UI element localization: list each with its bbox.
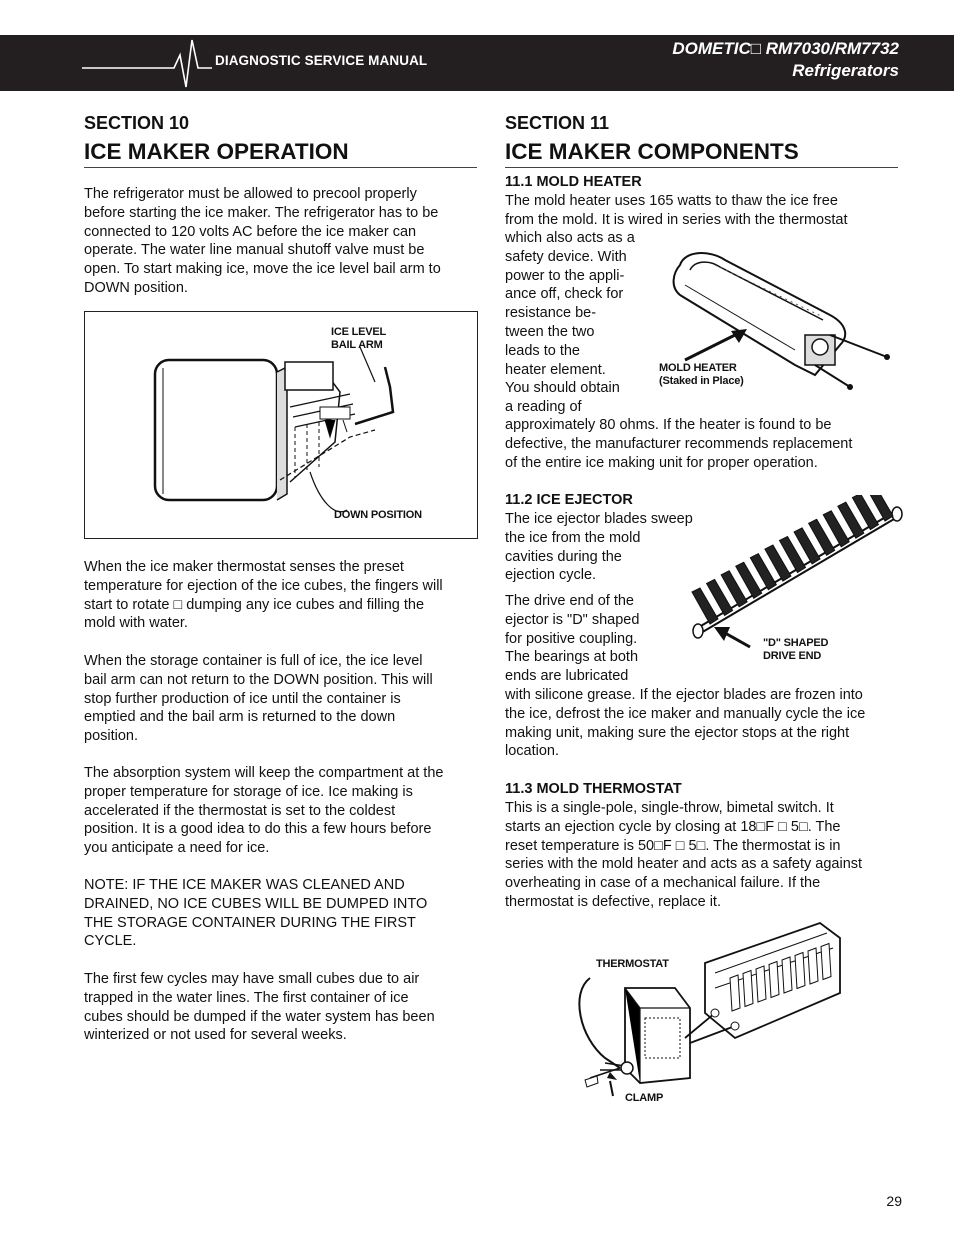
text-line: a reading of: [505, 399, 582, 416]
tray-cavity: [795, 953, 805, 989]
text-line: mold with water.: [84, 615, 188, 632]
text-line: proper temperature for storage of ice. Ice making is: [84, 783, 413, 800]
text-line: THE STORAGE CONTAINER DURING THE FIRST: [84, 914, 416, 931]
ice-ejector-heading: 11.2 ICE EJECTOR: [505, 492, 633, 508]
text-line: The absorption system will keep the compartment at the: [84, 765, 444, 781]
text-line: ejection cycle.: [505, 567, 597, 584]
text-line: before starting the ice maker. The refrigerator has to be: [84, 204, 439, 221]
section-10-title: ICE MAKER OPERATION: [84, 139, 349, 164]
tray-cavity: [808, 948, 818, 984]
mold-heater-text-narrow: [505, 229, 635, 417]
bail-arm-label: [331, 326, 386, 351]
text-line: You should obtain: [505, 380, 620, 397]
text-line: the ice, defrost the ice maker and manually cycle the ice: [505, 705, 866, 722]
label-line: (Staked in Place): [659, 374, 744, 387]
text-line: DRAINED, NO ICE CUBES WILL BE DUMPED INTO: [84, 895, 428, 912]
brand-model: DOMETIC□ RM7030/RM7732: [672, 39, 899, 58]
ice-level-bail-arm-figure: [84, 311, 478, 539]
down-position-label: DOWN POSITION: [334, 509, 422, 521]
text-line: This is a single-pole, single-throw, bimetal switch. It: [505, 800, 834, 816]
text-line: bail arm can not return to the DOWN position. This will: [84, 671, 433, 688]
text-line: The ice ejector blades sweep: [505, 511, 693, 527]
text-line: from the mold. It is wired in series with the thermostat: [505, 211, 848, 228]
section-10-label: SECTION 10: [84, 113, 190, 133]
note-paragraph: [84, 876, 427, 951]
text-line: cavities during the: [505, 548, 622, 565]
text-line: thermostat is defective, replace it.: [505, 893, 721, 910]
text-line: you anticipate a need for ice.: [84, 840, 270, 857]
text-line: ends are lubricated: [505, 668, 629, 685]
text-line: open. To start making ice, move the ice level bail arm to: [84, 261, 441, 278]
page-number: 29: [886, 1193, 902, 1209]
label-line: "D" SHAPED: [763, 637, 829, 649]
text-line: the ice from the mold: [505, 529, 641, 546]
mold-thermostat-illustration: [565, 918, 855, 1108]
ejector-blades: [692, 495, 893, 624]
text-line: temperature for ejection of the ice cubes, the fingers will: [84, 577, 443, 594]
text-line: which also acts as a: [505, 230, 635, 246]
label-line: DRIVE END: [763, 649, 822, 662]
mold-heater-caption: [659, 362, 744, 387]
text-line: tween the two: [505, 323, 595, 340]
text-line: approximately 80 ohms. If the heater is found to be: [505, 417, 832, 433]
tray-cavity: [821, 944, 831, 980]
text-line: for positive coupling.: [505, 630, 638, 647]
text-line: position.: [84, 728, 139, 745]
mold-heater-heading: 11.1 MOLD HEATER: [505, 174, 642, 190]
tray-cavity: [756, 966, 766, 1002]
brand-title: [672, 38, 899, 82]
clamp-label: CLAMP: [625, 1092, 664, 1104]
text-line: power to the appli-: [505, 267, 625, 284]
tray-cavity: [769, 962, 779, 998]
mold-heater-text-top: [505, 192, 848, 230]
section-11-rule: [505, 167, 898, 168]
text-line: series with the mold heater and acts as a safety against: [505, 856, 863, 873]
text-line: The drive end of the: [505, 593, 634, 609]
text-line: starts an ejection cycle by closing at 18□F □ 5□. The: [505, 818, 841, 835]
text-line: The mold heater uses 165 watts to thaw the ice free: [505, 193, 838, 209]
drive-end-caption: [763, 637, 828, 662]
text-line: of the entire ice making unit for proper operation.: [505, 454, 818, 471]
thermostat-label: THERMOSTAT: [596, 958, 669, 970]
text-line: trapped in the water lines. The first container of ice: [84, 989, 409, 1006]
text-line: ance off, check for: [505, 286, 624, 303]
text-line: ejector is "D" shaped: [505, 611, 640, 628]
text-line: stop further production of ice until the container is: [84, 690, 401, 707]
text-line: reset temperature is 50□F □ 5□. The thermostat is in: [505, 837, 841, 854]
ice-ejector-text-b: [505, 592, 639, 686]
thermostat-paragraph: [84, 558, 443, 633]
text-line: DOWN position.: [84, 279, 188, 296]
text-line: leads to the: [505, 342, 580, 359]
text-line: making unit, making sure the ejector stops at the right: [505, 724, 850, 741]
text-line: with silicone grease. If the ejector blades are frozen into: [505, 687, 863, 703]
ice-ejector-text-wide: [505, 686, 865, 761]
label-line: MOLD HEATER: [659, 362, 737, 374]
section-10-rule: [84, 167, 477, 168]
section-11-label: SECTION 11: [505, 113, 610, 133]
text-line: location.: [505, 743, 560, 760]
tray-cavity: [782, 957, 792, 993]
text-line: The first few cycles may have small cubes due to air: [84, 971, 420, 987]
text-line: NOTE: IF THE ICE MAKER WAS CLEANED AND: [84, 877, 405, 893]
section-11-title: ICE MAKER COMPONENTS: [505, 139, 799, 164]
text-line: The refrigerator must be allowed to precool properly: [84, 186, 417, 202]
label-line: BAIL ARM: [331, 338, 383, 351]
text-line: operate. The water line manual shutoff valve must be: [84, 242, 425, 259]
text-line: emptied and the bail arm is returned to the down: [84, 709, 396, 726]
text-line: resistance be-: [505, 305, 597, 322]
mold-thermostat-text: [505, 799, 862, 912]
brand-subtitle: Refrigerators: [792, 61, 899, 80]
mold-heater-text-bottom: [505, 416, 852, 472]
text-line: safety device. With: [505, 248, 627, 265]
text-line: The bearings at both: [505, 649, 639, 666]
mold-thermostat-heading: 11.3 MOLD THERMOSTAT: [505, 781, 682, 797]
tray-cavity: [743, 971, 753, 1007]
storage-paragraph: [84, 652, 433, 746]
absorption-paragraph: [84, 764, 443, 858]
text-line: accelerated if the thermostat is set to the coldest: [84, 802, 396, 819]
text-line: CYCLE.: [84, 933, 137, 950]
text-line: start to rotate □ dumping any ice cubes and filling the: [84, 596, 425, 613]
tray-cavity: [730, 975, 740, 1011]
text-line: connected to 120 volts AC before the ice maker can: [84, 223, 417, 240]
text-line: position. It is a good idea to do this a few hours before: [84, 821, 432, 838]
text-line: When the ice maker thermostat senses the preset: [84, 559, 404, 575]
waveform-logo-icon: [82, 35, 222, 91]
header-bar: [0, 35, 954, 91]
text-line: overheating in case of a mechanical failure. If the: [505, 875, 821, 892]
ice-maker-illustration: [85, 312, 477, 538]
ice-ejector-text-a: [505, 510, 693, 585]
manual-title: DIAGNOSTIC SERVICE MANUAL: [215, 53, 428, 68]
text-line: cubes should be dumped if the water system has been: [84, 1008, 435, 1025]
intro-paragraph: [84, 185, 441, 298]
text-line: When the storage container is full of ice, the ice level: [84, 653, 423, 669]
text-line: heater element.: [505, 361, 606, 378]
text-line: winterized or not used for several weeks.: [84, 1027, 347, 1044]
label-line: ICE LEVEL: [331, 326, 387, 338]
text-line: defective, the manufacturer recommends replacement: [505, 435, 853, 452]
first-cycles-paragraph: [84, 970, 435, 1045]
